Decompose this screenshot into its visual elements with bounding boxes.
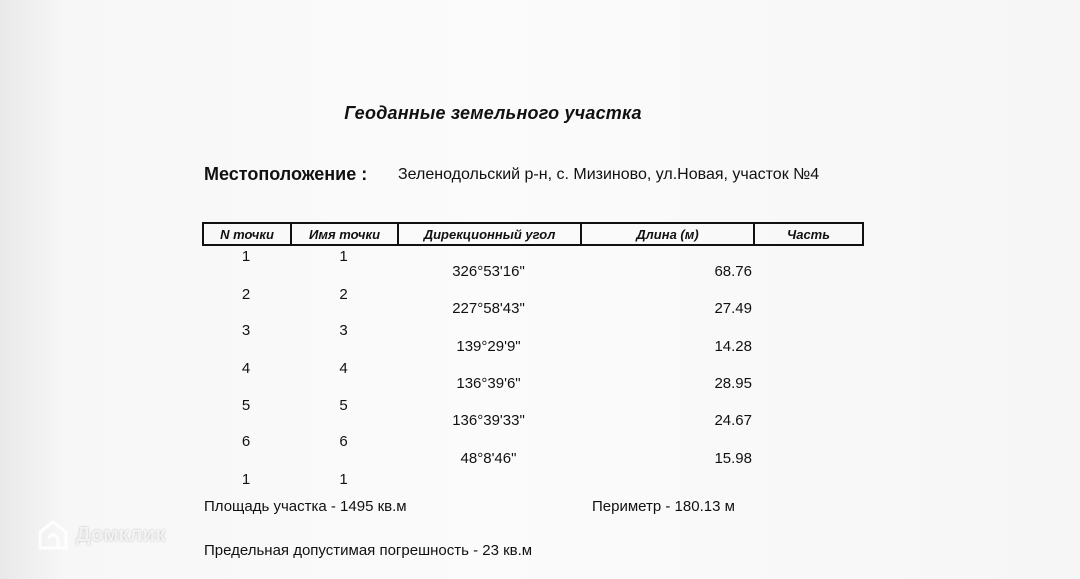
- point-number: 2: [241, 286, 251, 303]
- location-value: Зеленодольский р-н, с. Мизиново, ул.Новая, участок №4: [398, 166, 820, 183]
- watermark: [36, 518, 166, 552]
- segment-angle: 48°8'46": [460, 450, 517, 467]
- header-direction-angle: Дирекционный угол: [399, 224, 582, 244]
- segment-length: 27.49: [714, 300, 752, 317]
- segment-angle: 227°58'43": [452, 300, 525, 317]
- point-name: 1: [339, 248, 348, 265]
- segment-length: 28.95: [714, 375, 752, 392]
- header-point-name: Имя точки: [292, 224, 399, 244]
- location-label: Местоположение :: [204, 164, 368, 184]
- point-name: 5: [339, 397, 348, 414]
- segment-angle: 136°39'33": [452, 412, 525, 429]
- header-part: Часть: [787, 227, 830, 242]
- tolerance-summary: Предельная допустимая погрешность - 23 кв.м: [204, 542, 533, 559]
- header-point-number: N точки: [204, 224, 292, 244]
- segment-length: 68.76: [714, 263, 752, 280]
- point-number: 1: [241, 248, 251, 265]
- point-number: 6: [241, 433, 251, 450]
- document-title: Геоданные земельного участка: [344, 103, 642, 123]
- point-name: 6: [339, 433, 348, 450]
- segment-length: 15.98: [714, 450, 752, 467]
- point-name: 4: [339, 360, 348, 377]
- perimeter-summary: Периметр - 180.13 м: [592, 498, 735, 515]
- point-name: 2: [339, 286, 348, 303]
- header-length: Длина (м): [582, 224, 755, 244]
- area-summary: Площадь участка - 1495 кв.м: [204, 498, 407, 515]
- domclick-logo-icon: [36, 518, 70, 552]
- point-name: 3: [339, 322, 348, 339]
- point-number: 4: [241, 360, 251, 377]
- segment-length: 14.28: [714, 338, 752, 355]
- table-header: [202, 222, 864, 246]
- point-number: 1: [241, 471, 251, 488]
- point-name: 1: [339, 471, 348, 488]
- point-number: 5: [241, 397, 251, 414]
- point-number: 3: [241, 322, 251, 339]
- watermark-text: Домклик: [76, 523, 167, 546]
- segment-angle: 139°29'9": [456, 338, 521, 355]
- segment-length: 24.67: [714, 412, 752, 429]
- segment-angle: 326°53'16": [452, 263, 525, 280]
- segment-angle: 136°39'6": [456, 375, 521, 392]
